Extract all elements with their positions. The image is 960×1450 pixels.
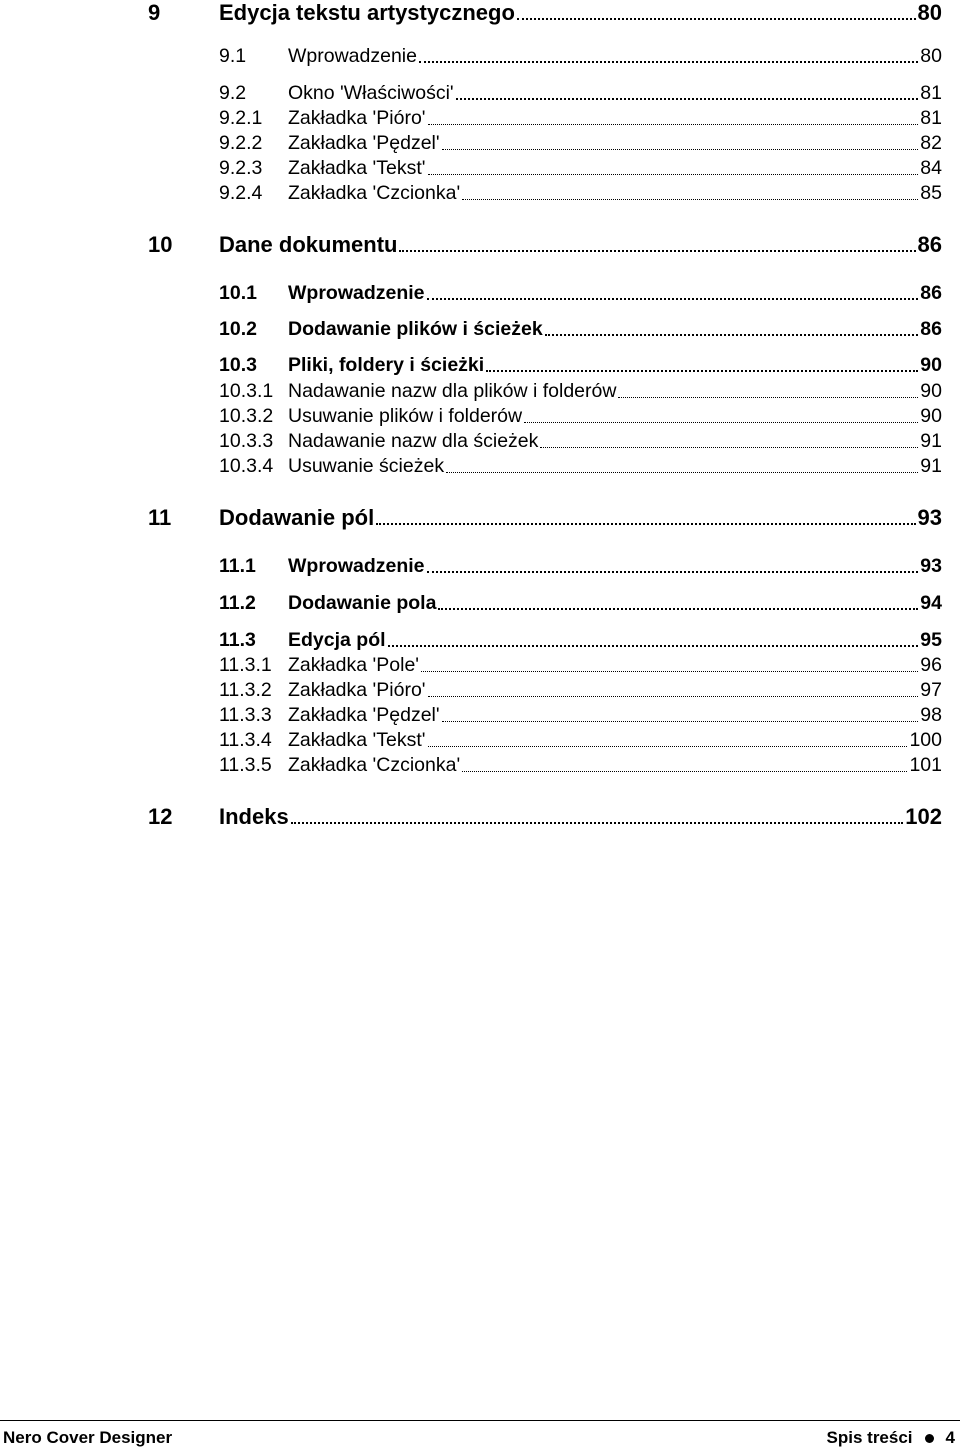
toc-entry-page: 102 bbox=[905, 804, 942, 829]
toc-entry-page: 86 bbox=[920, 318, 942, 340]
toc-entry-number: 10.2 bbox=[219, 318, 257, 340]
toc-entry-page: 90 bbox=[920, 405, 942, 427]
toc-entry-line bbox=[219, 505, 942, 531]
toc-entry-page: 90 bbox=[920, 380, 942, 402]
toc-entry-number: 11.2 bbox=[219, 592, 256, 614]
toc-entry-number: 11.3.1 bbox=[219, 654, 272, 676]
dot-leader bbox=[456, 98, 919, 100]
toc-entry-page: 82 bbox=[920, 132, 942, 154]
toc-entry-page: 93 bbox=[920, 555, 942, 577]
toc-entry-number: 10 bbox=[148, 232, 173, 257]
toc-entry-number: 9.2.4 bbox=[219, 182, 263, 204]
toc-entry-title[interactable]: Zakładka 'Pędzel' bbox=[288, 704, 440, 726]
toc-entry-page: 93 bbox=[917, 505, 942, 530]
toc-entry-number: 10.3.2 bbox=[219, 405, 274, 427]
toc-entry-line bbox=[288, 182, 942, 205]
toc-entry-title[interactable]: Dodawanie pola bbox=[288, 592, 437, 614]
toc-entry-page: 84 bbox=[920, 157, 942, 179]
dot-leader bbox=[421, 671, 918, 672]
toc-entry-title[interactable]: Wprowadzenie bbox=[288, 555, 425, 577]
dot-leader bbox=[419, 61, 918, 63]
toc-entry-title[interactable]: Usuwanie plików i folderów bbox=[288, 405, 523, 427]
toc-entry-page: 81 bbox=[920, 107, 942, 129]
toc-entry-page: 81 bbox=[920, 82, 942, 104]
dot-leader bbox=[618, 397, 918, 398]
toc-entry-title[interactable]: Nadawanie nazw dla ścieżek bbox=[288, 430, 539, 452]
dot-leader bbox=[517, 18, 916, 20]
toc-entry-title[interactable]: Zakładka 'Pędzel' bbox=[288, 132, 440, 154]
bullet-icon bbox=[925, 1434, 934, 1443]
toc-entry-title[interactable]: Zakładka 'Czcionka' bbox=[288, 182, 461, 204]
footer-right bbox=[827, 1428, 955, 1448]
toc-entry-line bbox=[288, 430, 942, 453]
toc-entry-page: 95 bbox=[920, 629, 942, 651]
toc-entry-line bbox=[288, 45, 942, 68]
toc-entry-number: 9.2.1 bbox=[219, 107, 263, 129]
toc-entry-line bbox=[219, 0, 942, 26]
dot-leader bbox=[462, 199, 918, 200]
toc-entry-title[interactable]: Dane dokumentu bbox=[219, 232, 398, 257]
toc-entry-line bbox=[288, 555, 942, 578]
toc-entry-page: 91 bbox=[920, 430, 942, 452]
dot-leader bbox=[291, 822, 904, 824]
toc-entry-title[interactable]: Nadawanie nazw dla plików i folderów bbox=[288, 380, 617, 402]
toc-entry-line bbox=[288, 629, 942, 652]
toc-entry-page: 80 bbox=[920, 45, 942, 67]
toc-entry-number: 9.2.2 bbox=[219, 132, 263, 154]
toc-entry-page: 90 bbox=[920, 354, 942, 376]
toc-entry-number: 10.1 bbox=[219, 282, 257, 304]
toc-entry-page: 94 bbox=[920, 592, 942, 614]
toc-entry-line bbox=[288, 380, 942, 403]
toc-entry-page: 101 bbox=[909, 754, 942, 776]
toc-entry-title[interactable]: Wprowadzenie bbox=[288, 282, 425, 304]
toc-entry-line bbox=[288, 405, 942, 428]
dot-leader bbox=[399, 250, 915, 252]
toc-entry-number: 11 bbox=[148, 505, 172, 530]
toc-entry-title[interactable]: Edycja tekstu artystycznego bbox=[219, 0, 515, 25]
toc-entry-page: 86 bbox=[920, 282, 942, 304]
dot-leader bbox=[438, 608, 918, 610]
toc-entry-number: 11.3.4 bbox=[219, 729, 272, 751]
dot-leader bbox=[427, 571, 919, 573]
toc-entry-page: 100 bbox=[909, 729, 942, 751]
toc-entry-page: 91 bbox=[920, 455, 942, 477]
toc-entry-title[interactable]: Indeks bbox=[219, 804, 289, 829]
toc-entry-page: 97 bbox=[920, 679, 942, 701]
toc-entry-number: 11.3 bbox=[219, 629, 256, 651]
toc-entry-line bbox=[288, 107, 942, 130]
toc-entry-page: 85 bbox=[920, 182, 942, 204]
toc-entry-line bbox=[288, 704, 942, 727]
toc-entry-number: 11.3.2 bbox=[219, 679, 272, 701]
toc-entry-title[interactable]: Pliki, foldery i ścieżki bbox=[288, 354, 485, 376]
toc-entry-number: 10.3 bbox=[219, 354, 257, 376]
toc-entry-title[interactable]: Zakładka 'Czcionka' bbox=[288, 754, 461, 776]
toc-entry-page: 96 bbox=[920, 654, 942, 676]
toc-entry-title[interactable]: Zakładka 'Tekst' bbox=[288, 157, 426, 179]
toc-entry-line bbox=[288, 754, 942, 777]
toc-entry-number: 11.1 bbox=[219, 555, 256, 577]
toc-entry-line bbox=[288, 679, 942, 702]
toc-entry-title[interactable]: Zakładka 'Pole' bbox=[288, 654, 420, 676]
dot-leader bbox=[462, 771, 907, 772]
toc-entry-title[interactable]: Zakładka 'Pióro' bbox=[288, 107, 426, 129]
page-footer bbox=[0, 1420, 960, 1450]
dot-leader bbox=[524, 422, 918, 423]
toc-entry-line bbox=[288, 157, 942, 180]
toc-entry-title[interactable]: Dodawanie pól bbox=[219, 505, 375, 530]
toc-entry-line bbox=[288, 82, 942, 105]
toc-entry-title[interactable]: Dodawanie plików i ścieżek bbox=[288, 318, 543, 340]
toc-entry-page: 98 bbox=[920, 704, 942, 726]
toc-entry-line bbox=[288, 654, 942, 677]
toc-entry-number: 12 bbox=[148, 804, 173, 829]
dot-leader bbox=[442, 721, 919, 722]
footer-section-name: Spis treści bbox=[826, 1428, 913, 1447]
toc-entry-number: 9.2.3 bbox=[219, 157, 263, 179]
dot-leader bbox=[428, 124, 919, 125]
toc-entry-number: 11.3.5 bbox=[219, 754, 272, 776]
dot-leader bbox=[388, 645, 919, 647]
toc-entry-number: 10.3.1 bbox=[219, 380, 274, 402]
dot-leader bbox=[427, 298, 919, 300]
toc-entry-line bbox=[288, 729, 942, 752]
dot-leader bbox=[486, 370, 918, 372]
toc-entry-number: 9.2 bbox=[219, 82, 247, 104]
toc-entry-line bbox=[288, 592, 942, 615]
toc-entry-line bbox=[288, 354, 942, 377]
toc-entry-number: 10.3.3 bbox=[219, 430, 274, 452]
footer-product-name: Nero Cover Designer bbox=[3, 1428, 173, 1447]
dot-leader bbox=[428, 696, 919, 697]
toc-entry-line bbox=[288, 282, 942, 305]
toc-entry-title[interactable]: Wprowadzenie bbox=[288, 45, 417, 67]
dot-leader bbox=[442, 149, 919, 150]
dot-leader bbox=[540, 447, 918, 448]
toc-entry-number: 9.1 bbox=[219, 45, 247, 67]
dot-leader bbox=[545, 334, 919, 336]
toc-entry-page: 80 bbox=[917, 0, 942, 25]
toc-entry-title[interactable]: Okno 'Właściwości' bbox=[288, 82, 454, 104]
toc-entry-title[interactable]: Zakładka 'Pióro' bbox=[288, 679, 426, 701]
dot-leader bbox=[376, 523, 915, 525]
toc-entry-number: 9 bbox=[148, 0, 161, 25]
toc-entry-title[interactable]: Edycja pól bbox=[288, 629, 386, 651]
footer-page-number: 4 bbox=[945, 1428, 955, 1447]
dot-leader bbox=[428, 174, 919, 175]
toc-entry-number: 10.3.4 bbox=[219, 455, 274, 477]
toc-entry-line bbox=[219, 232, 942, 258]
dot-leader bbox=[446, 472, 918, 473]
toc-entry-line bbox=[288, 318, 942, 341]
toc-entry-title[interactable]: Usuwanie ścieżek bbox=[288, 455, 445, 477]
toc-entry-page: 86 bbox=[917, 232, 942, 257]
toc-entry-title[interactable]: Zakładka 'Tekst' bbox=[288, 729, 426, 751]
toc-entry-line bbox=[219, 804, 942, 830]
toc-entry-line bbox=[288, 455, 942, 478]
toc-entry-number: 11.3.3 bbox=[219, 704, 272, 726]
toc-entry-line bbox=[288, 132, 942, 155]
dot-leader bbox=[428, 746, 908, 747]
